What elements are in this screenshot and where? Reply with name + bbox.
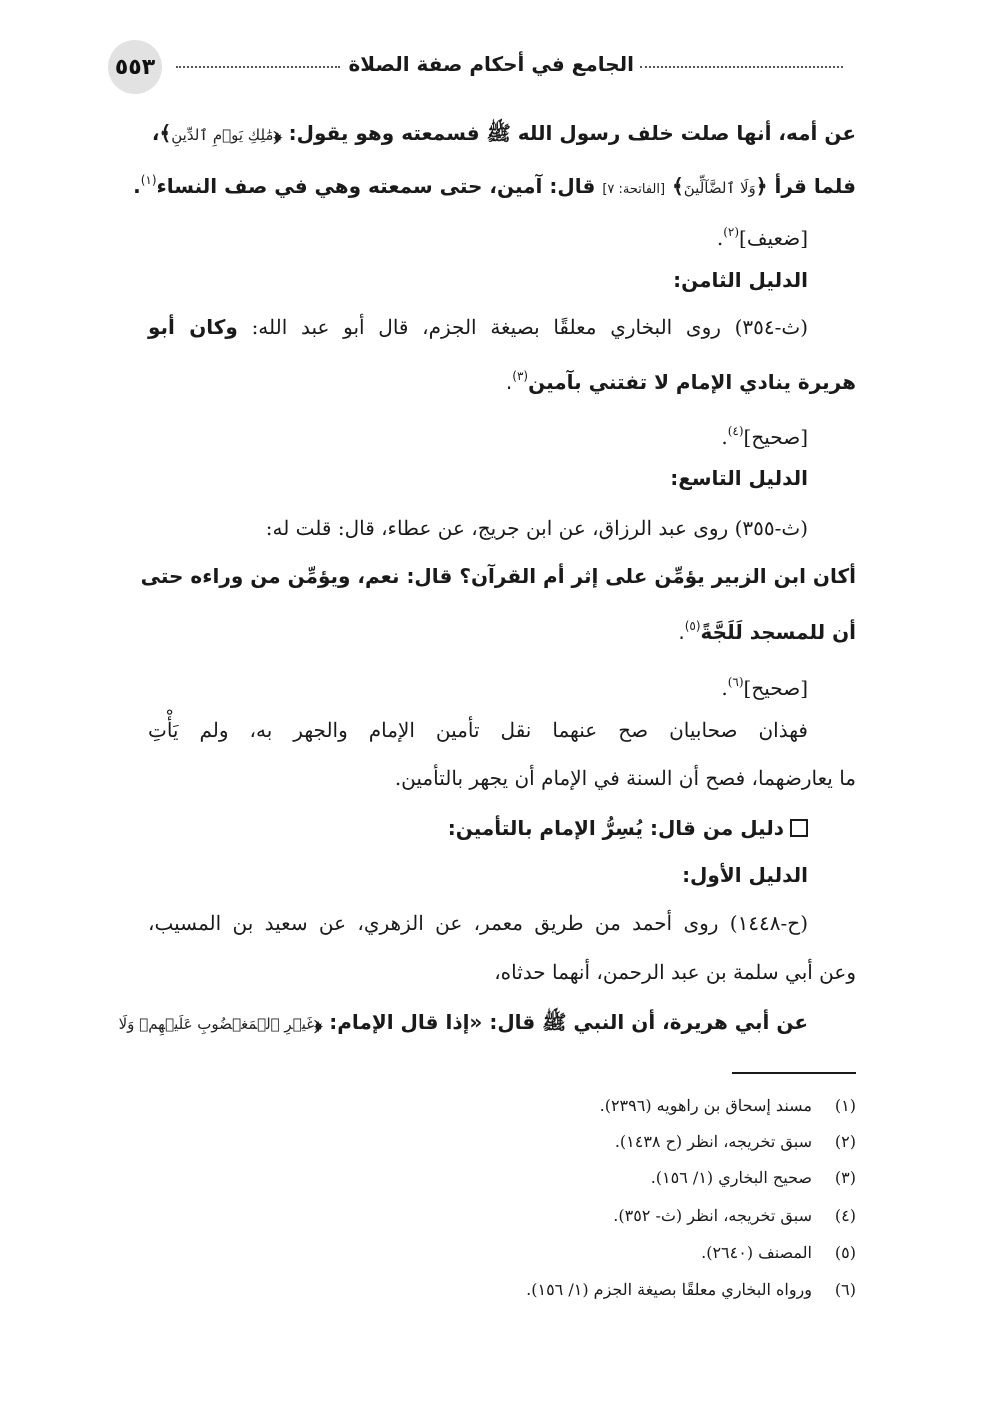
page-number: ٥٥٣ xyxy=(108,40,162,94)
footnote-text: ورواه البخاري معلقًا بصيغة الجزم (١/ ١٥٦). xyxy=(526,1280,812,1299)
footnote-ref: (٢) xyxy=(723,225,740,239)
body-line-17: (ح-١٤٤٨) روى أحمد من طريق معمر، عن الزهري، عن سعيد بن المسيب، xyxy=(148,911,809,935)
footnote-1 xyxy=(148,1090,856,1122)
header-divider-right xyxy=(640,66,843,68)
quran-verse: غَيۡرِ ٱلۡمَغۡضُوبِ عَلَيۡهِمۡ وَلَا xyxy=(118,1015,315,1033)
footnote-2 xyxy=(148,1126,856,1158)
footnote-number: (٦) xyxy=(834,1280,856,1299)
body-line-1 xyxy=(148,113,856,155)
text-segment: ﴾، xyxy=(151,121,172,145)
footnote-ref: (٤) xyxy=(727,424,744,438)
text-segment: ﴾ xyxy=(672,174,684,198)
footnote-text: مسند إسحاق بن راهويه (٢٣٩٦). xyxy=(599,1096,812,1115)
body-line-5 xyxy=(148,307,856,347)
quran-verse: مَٰلِكِ يَوۡمِ ٱلدِّينِ xyxy=(171,126,274,144)
body-line-13: فهذان صحابيان صح عنهما نقل تأمين الإمام والجهر به، ولم يَأْتِ xyxy=(148,718,808,742)
footnote-ref: (١) xyxy=(140,173,157,187)
section-heading: الدليل الثامن: xyxy=(673,268,808,292)
footnote-ref: (٣) xyxy=(512,369,529,383)
text-segment: وكان أبو xyxy=(148,315,238,339)
footnote-5 xyxy=(148,1237,856,1269)
section-heading: الدليل التاسع: xyxy=(670,466,808,490)
text-segment: (ث-٣٥٤) روى البخاري معلقًا بصيغة الجزم، قال أبو عبد الله: xyxy=(251,315,809,339)
footnote-ref: (٥) xyxy=(684,619,701,633)
grade-label: [ضعيف]$^{(٢)}$. xyxy=(716,225,808,250)
footnote-3 xyxy=(148,1162,856,1194)
footnote-text: المصنف (٢٦٤٠). xyxy=(701,1243,812,1262)
text-segment: عن أمه، أنها صلت خلف رسول الله ﷺ فسمعته وهو يقول: ﴿ xyxy=(273,121,856,145)
footnote-text: سبق تخريجه، انظر (ث- ٣٥٢). xyxy=(613,1206,812,1225)
body-line-10: أكان ابن الزبير يؤمِّن على إثر أم القرآن؟ قال: نعم، ويؤمِّن من وراءه حتى xyxy=(140,564,856,588)
footnote-number: (١) xyxy=(834,1096,856,1115)
surah-reference: [الفاتحة: ٧] xyxy=(602,182,666,197)
section-subheading: دليل من قال: يُسِرُّ الإمام بالتأمين: xyxy=(148,808,856,848)
square-bullet-icon xyxy=(790,819,808,837)
footnote-number: (٤) xyxy=(834,1206,856,1225)
body-line-19 xyxy=(118,1002,856,1044)
footnote-text: سبق تخريجه، انظر (ح ١٤٣٨). xyxy=(614,1132,812,1151)
section-heading: الدليل الأول: xyxy=(682,863,808,887)
text-segment: فلما قرأ ﴿ xyxy=(755,174,856,198)
body-line-18: وعن أبي سلمة بن عبد الرحمن، أنهما حدثاه، xyxy=(494,960,856,984)
body-line-2: فلما قرأ ﴿وَلَا ٱلضَّآلِّينَ﴾ [الفاتحة: ٧] قال: آمين، حتى سمعته وهي في صف النساء$^{(١)}$. xyxy=(133,173,856,198)
grade-label: [صحيح]$^{(٤)}$. xyxy=(721,424,808,449)
footnote-ref: (٦) xyxy=(727,675,744,689)
body-line-11: أن للمسجد لَلَجَّةً$^{(٥)}$. xyxy=(678,619,856,644)
text-segment: قال: آمين، حتى سمعته وهي في صف النساء xyxy=(156,174,596,198)
footnote-separator xyxy=(732,1072,856,1074)
footnote-number: (٣) xyxy=(834,1168,856,1187)
footnote-number: (٥) xyxy=(834,1243,856,1262)
header-divider-left xyxy=(176,66,340,68)
grade-label: [صحيح]$^{(٦)}$. xyxy=(721,675,808,700)
body-line-14: ما يعارضهما، فصح أن السنة في الإمام أن يجهر بالتأمين. xyxy=(394,766,856,790)
quran-verse: وَلَا ٱلضَّآلِّينَ xyxy=(683,179,756,197)
running-header-title: الجامع في أحكام صفة الصلاة xyxy=(348,52,634,76)
footnote-4 xyxy=(148,1200,856,1232)
footnote-6 xyxy=(148,1274,856,1306)
text-segment: عن أبي هريرة، أن النبي ﷺ قال: «إذا قال الإمام: ﴿ xyxy=(314,1010,808,1034)
footnote-text: صحيح البخاري (١/ ١٥٦). xyxy=(650,1168,812,1187)
body-line-9: (ث-٣٥٥) روى عبد الرزاق، عن ابن جريج، عن عطاء، قال: قلت له: xyxy=(265,516,808,540)
body-line-6: هريرة ينادي الإمام لا تفتني بآمين$^{(٣)}$. xyxy=(505,369,856,394)
footnote-number: (٢) xyxy=(834,1132,856,1151)
